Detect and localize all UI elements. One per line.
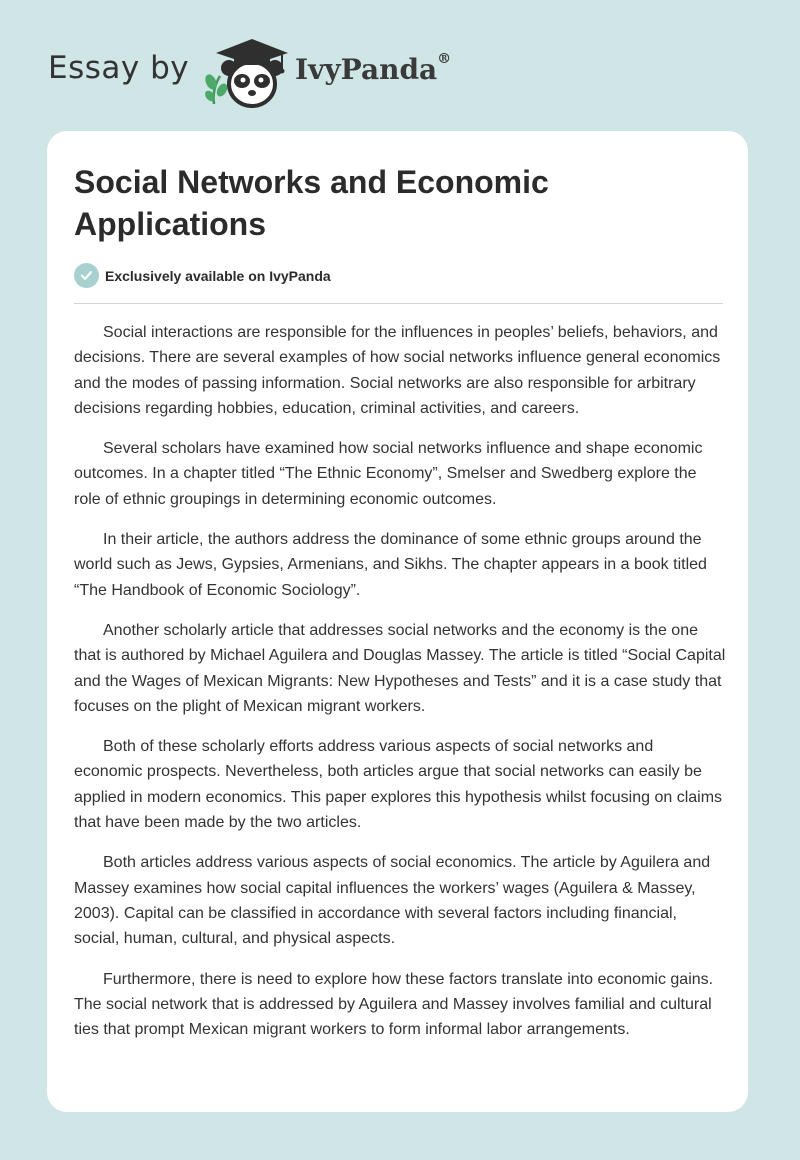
page-title: Social Networks and Economic Applications xyxy=(74,164,549,242)
check-circle-icon xyxy=(74,263,99,288)
paragraph: Several scholars have examined how social networks influence and shape economic outcomes. In a chapter titled “The Ethnic Economy”, Smelser and Swedberg explore the role of ethnic groupings in determining economic outcomes. xyxy=(74,440,703,508)
essay-body xyxy=(74,320,726,1057)
brand-name[interactable] xyxy=(295,53,451,86)
paragraph: Furthermore, there is need to explore how these factors translate into economic gains. The social network that is addressed by Aguilera and Massey involves familial and cultural ties that prompt Mexican migrant workers to form informal labor arrangements. xyxy=(74,970,714,1039)
paragraph: In their article, the authors address the dominance of some ethnic groups around the world such as Jews, Gypsies, Armenians, and Sikhs. The chapter appears in a book titled “The Handbook of Economic Sociology”. xyxy=(74,531,707,599)
exclusive-badge-label: Exclusively available on IvyPanda xyxy=(105,267,331,284)
paragraph: Both articles address various aspects of social economics. The article by Aguilera and Massey examines how social capital influences the workers’ wages (Aguilera & Massey, 2003). Capital can be classified in accordance with several factors including financial, social, human, cultural, and physical aspects. xyxy=(74,854,711,948)
registered-mark: ® xyxy=(437,51,452,67)
brand-text: IvyPanda xyxy=(295,53,438,86)
panda-logo-icon[interactable] xyxy=(200,34,290,110)
paragraph: Another scholarly article that addresses social networks and the economy is the one that is authored by Michael Aguilera and Douglas Massey. The article is titled “Social Capital and the Wages of Mexican Migrants: New Hypotheses and Tests” and it is a case study that focuses on the plight of Mexican migrant workers. xyxy=(74,621,726,715)
site-header xyxy=(48,30,508,110)
essay-card xyxy=(47,131,748,1112)
paragraph: Social interactions are responsible for the influences in peoples’ beliefs, behaviors, and decisions. There are several examples of how social networks influence general economics and the modes of passing information. Social networks are also responsible for arbitrary decisions regarding hobbies, education, criminal activities, and careers. xyxy=(74,324,721,417)
paragraph: Both of these scholarly efforts address various aspects of social networks and economic prospects. Nevertheless, both articles argue that social networks can easily be applied in modern economics. This paper explores this hypothesis whilst focusing on claims that have been made by the two articles. xyxy=(74,738,723,832)
exclusive-badge xyxy=(74,263,331,288)
divider xyxy=(74,303,723,304)
essay-by-label: Essay by xyxy=(48,50,190,86)
